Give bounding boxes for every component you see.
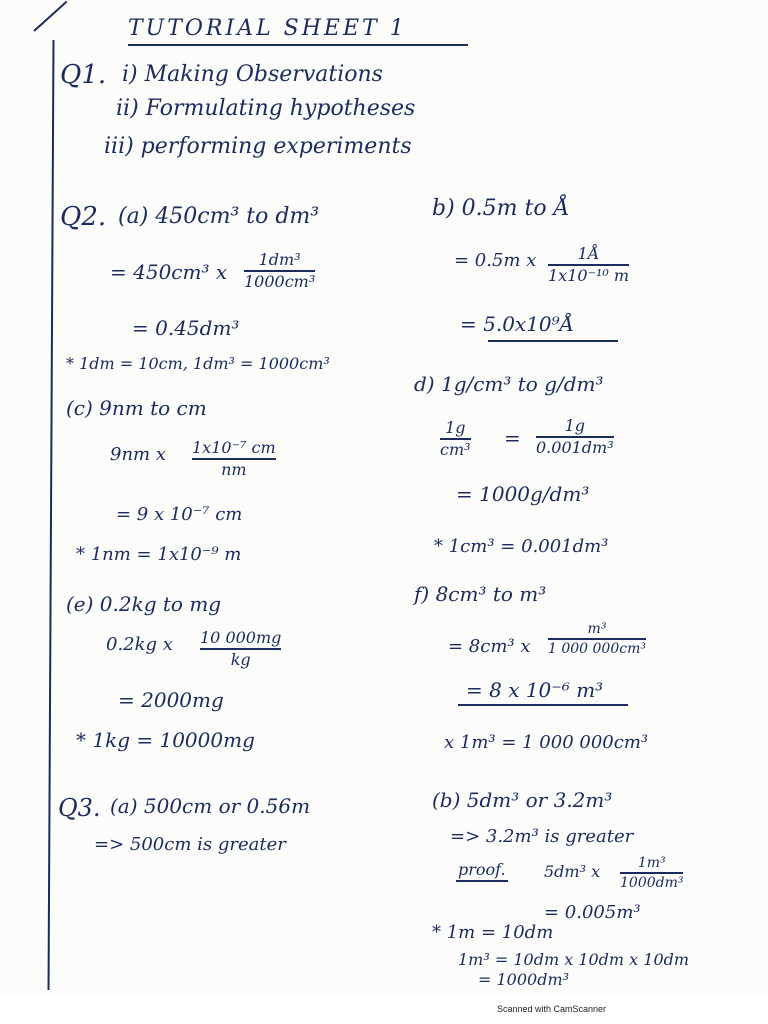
q2d-note: * 1cm³ = 0.001dm³	[434, 536, 609, 557]
q2c-fraction-denominator: nm	[221, 460, 247, 479]
q2e-step-prefix: 0.2kg x	[106, 634, 173, 655]
q2e-note: * 1kg = 10000mg	[76, 728, 255, 752]
q2f-fraction-denominator: 1 000 000cm³	[548, 641, 646, 657]
q1-label: Q1.	[60, 60, 107, 90]
q2b-step-prefix: = 0.5m x	[454, 250, 537, 271]
q3a-heading: (a) 500cm or 0.56m	[110, 794, 311, 818]
q2c-fraction-numerator: 1x10⁻⁷ cm	[192, 438, 276, 457]
q2c-fraction	[192, 440, 276, 478]
q3b-proof-numerator: 1m³	[637, 855, 666, 871]
scanner-watermark-text: Scanned with CamScanner	[497, 1004, 607, 1014]
q2d-left-denominator: cm³	[440, 440, 471, 459]
scanner-footer	[0, 995, 768, 1024]
q2f-heading: f) 8cm³ to m³	[414, 582, 547, 606]
q1-item-2: ii) Formulating hypotheses	[116, 96, 416, 121]
q2d-heading: d) 1g/cm³ to g/dm³	[414, 372, 604, 396]
q2a-fraction	[244, 252, 315, 290]
q2b-result-underline	[488, 340, 618, 342]
q3b-proof-denominator: 1000dm³	[620, 875, 684, 891]
q2a-note: * 1dm = 10cm, 1dm³ = 1000cm³	[66, 354, 330, 373]
q2e-fraction-denominator: kg	[230, 650, 251, 669]
q2b-fraction-denominator: 1x10⁻¹⁰ m	[548, 266, 630, 285]
title-underline	[128, 44, 468, 46]
q2d-left-numerator: 1g	[445, 418, 466, 437]
proof-underline	[456, 880, 508, 882]
q2b-fraction-numerator: 1Å	[577, 244, 600, 263]
q2f-fraction	[548, 622, 646, 656]
q1-item-1: i) Making Observations	[122, 62, 383, 87]
q3b-proof-result: = 0.005m³	[544, 902, 641, 923]
q2a-fraction-numerator: 1dm³	[258, 250, 301, 269]
q3b-proof-label: proof.	[458, 860, 506, 879]
sheet-title: TUTORIAL SHEET 1	[128, 16, 407, 41]
q2c-step-prefix: 9nm x	[110, 444, 166, 465]
margin-line	[48, 40, 55, 990]
fraction-bar	[548, 638, 646, 640]
q2b-fraction	[548, 246, 629, 284]
q2f-note: x 1m³ = 1 000 000cm³	[444, 732, 649, 753]
q2a-fraction-denominator: 1000cm³	[244, 272, 316, 291]
q2a-heading: (a) 450cm³ to dm³	[118, 204, 320, 229]
q3a-answer: => 500cm is greater	[94, 834, 286, 855]
q3b-proof-fraction	[620, 856, 683, 890]
q2a-result: = 0.45dm³	[132, 316, 240, 340]
q2f-fraction-numerator: m³	[587, 621, 607, 637]
q2f-step-prefix: = 8cm³ x	[448, 636, 531, 657]
q2c-result: = 9 x 10⁻⁷ cm	[116, 504, 243, 525]
q2d-fraction	[536, 418, 614, 456]
q3b-proof-prefix: 5dm³ x	[544, 862, 601, 881]
q2f-result: = 8 x 10⁻⁶ m³	[466, 678, 604, 702]
q2c-note: * 1nm = 1x10⁻⁹ m	[76, 544, 242, 565]
q2e-fraction	[200, 630, 281, 668]
q3b-note-3: = 1000dm³	[478, 970, 570, 989]
q2-label: Q2.	[60, 202, 107, 232]
fraction-bar	[620, 872, 683, 874]
q2d-left-fraction	[440, 420, 471, 458]
q2d-equals: =	[504, 426, 521, 450]
q2d-result: = 1000g/dm³	[456, 482, 590, 506]
q1-item-3: iii) performing experiments	[104, 134, 412, 159]
q3b-note-1: * 1m = 10dm	[432, 922, 554, 943]
q2c-heading: (c) 9nm to cm	[66, 396, 207, 420]
q2b-result: = 5.0x10⁹Å	[460, 312, 575, 336]
q2d-fraction-denominator: 0.001dm³	[536, 438, 614, 457]
q2e-heading: (e) 0.2kg to mg	[66, 592, 222, 616]
q2a-step-prefix: = 450cm³ x	[110, 260, 228, 284]
q3b-answer: => 3.2m³ is greater	[450, 826, 634, 847]
q3-label: Q3.	[58, 794, 101, 822]
q2e-fraction-numerator: 10 000mg	[200, 628, 282, 647]
q3b-note-2: 1m³ = 10dm x 10dm x 10dm	[458, 950, 690, 969]
margin-tick-mark	[33, 1, 67, 32]
q2b-heading: b) 0.5m to Å	[432, 196, 570, 221]
q2f-result-underline	[458, 704, 628, 706]
q3b-heading: (b) 5dm³ or 3.2m³	[432, 788, 613, 812]
q2e-result: = 2000mg	[118, 688, 224, 712]
q2d-fraction-numerator: 1g	[564, 416, 586, 435]
